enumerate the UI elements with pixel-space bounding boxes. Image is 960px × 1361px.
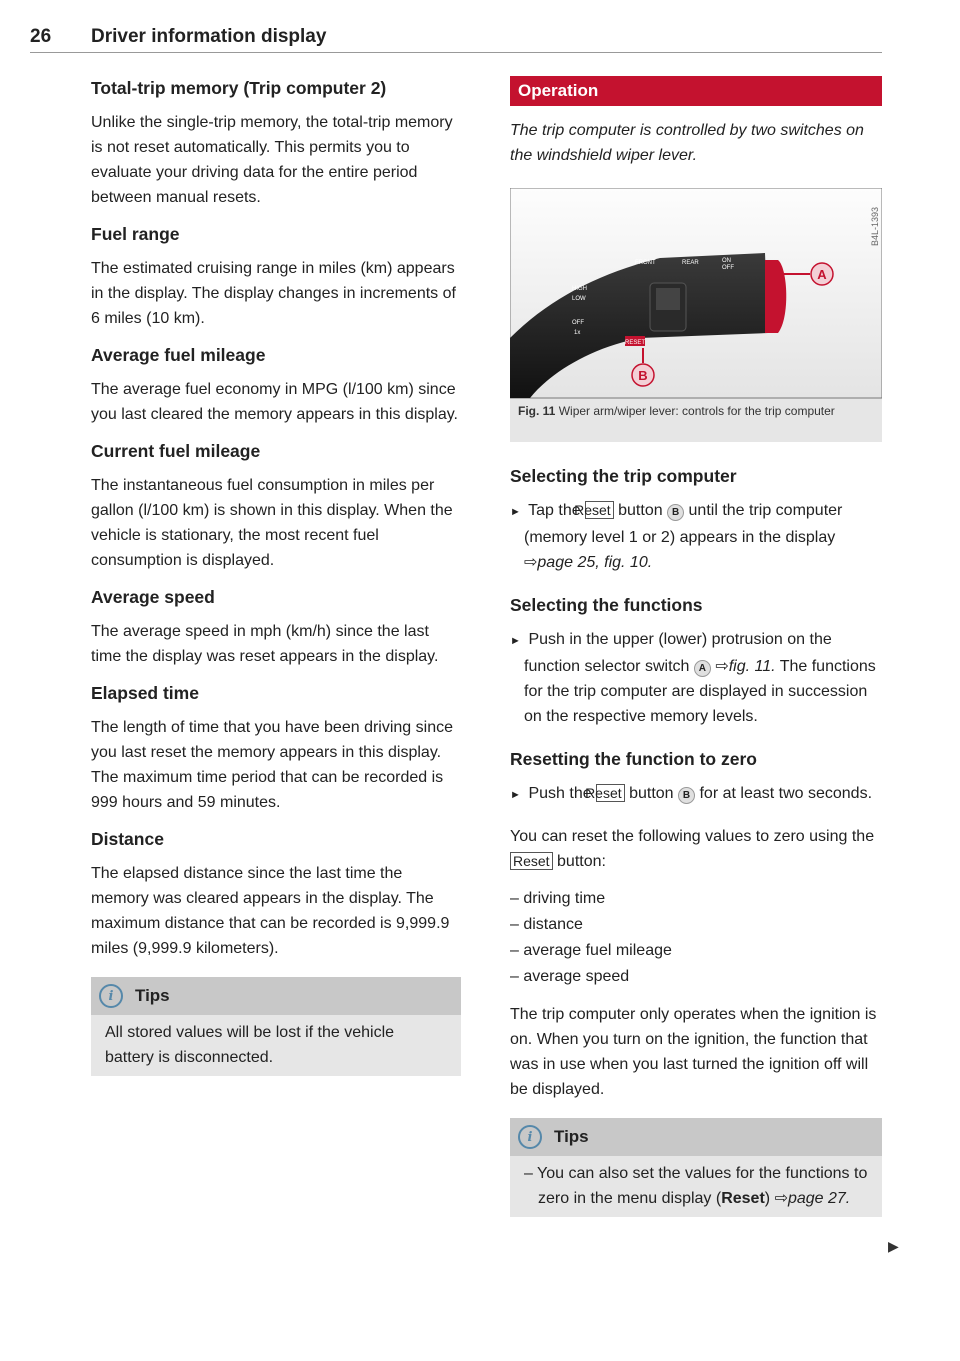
lever-label-1x: 1x (574, 330, 581, 336)
section-text: The elapsed distance since the last time the memory was cleared appears in the display. The maximum distance that can be recorded is 9,999.9 miles (9,999.9 kilometers). (91, 865, 450, 957)
step-bullet-icon: ► (510, 635, 521, 647)
list-item: – average speed (510, 968, 630, 985)
tips-text: All stored values will be lost if the vehicle battery is disconnected. (105, 1024, 395, 1066)
callout-a-icon: A (694, 660, 711, 677)
text: ) (764, 1190, 771, 1207)
section-heading: Average speed (91, 587, 215, 607)
lever-label-off2: OFF (572, 320, 584, 326)
info-icon: i (518, 1125, 542, 1149)
list-item: – driving time (510, 890, 606, 907)
page-ref-link[interactable]: ⇨page 27. (774, 1190, 851, 1207)
list-item: – average fuel mileage (510, 942, 672, 959)
step-text: until the trip computer (memory level 1 or 2) appears in the display (524, 502, 843, 546)
list-item: – distance (510, 916, 583, 933)
section-fuel-range (91, 222, 461, 331)
section-text: The estimated cruising range in miles (km) appears in the display. The display changes in increments of 6 miles (10 km). (91, 260, 456, 327)
section-heading: Distance (91, 829, 164, 849)
step-text: for at least two seconds. (699, 785, 873, 802)
text: button: (557, 853, 606, 870)
continue-arrow-icon: ▶ (888, 1238, 899, 1254)
callout-b-icon: B (678, 787, 695, 804)
selecting-trip-heading: Selecting the trip computer (510, 466, 737, 486)
ignition-text: The trip computer only operates when the ignition is on. When you turn on the ignition, the function that was in use when you last turned the ignition off will be displayed. (510, 1006, 877, 1098)
reset-key: Reset (510, 852, 553, 870)
step-selecting-functions (510, 627, 882, 729)
step-text: Push in the upper (lower) protrusion on the function selector switch (524, 631, 832, 675)
step-bullet-icon: ► (510, 506, 521, 518)
reset-values-text (510, 824, 882, 874)
section-distance (91, 827, 461, 961)
reset-key: Reset (596, 784, 625, 802)
callout-a: A (817, 267, 827, 282)
section-current-fuel (91, 439, 461, 573)
fig-ref-link[interactable]: ⇨fig. 11. (715, 658, 776, 675)
step-selecting-trip (510, 498, 882, 575)
right-column (510, 76, 882, 1217)
section-text: The average fuel economy in MPG (l/100 km) since you last cleared the memory appears in this display. (91, 381, 458, 423)
callout-b: B (638, 368, 648, 383)
section-avg-fuel (91, 343, 461, 427)
section-heading: Total-trip memory (Trip computer 2) (91, 78, 387, 98)
figure-11 (510, 188, 882, 442)
section-text: The length of time that you have been driving since you last reset the memory appears in this display. The maximum time period that can be recorded is 999 hours and 59 minutes. (91, 719, 453, 811)
tips-header (91, 977, 461, 1015)
caption-label: Fig. 11 (518, 404, 556, 418)
intro-text: The trip computer is controlled by two switches on the windshield wiper lever. (510, 122, 864, 164)
lever-label-reset: RESET (625, 340, 646, 346)
step-text: button (618, 502, 663, 519)
section-heading: Fuel range (91, 224, 180, 244)
step-text: The functions for the trip computer are displayed in succession on the respective memory levels. (524, 658, 876, 725)
text: You can reset the following values to zero using the (510, 828, 875, 845)
operation-title: Operation (510, 76, 882, 106)
lever-label-rear: REAR (682, 260, 699, 266)
tips-label: Tips (135, 986, 170, 1005)
section-heading: Average fuel mileage (91, 345, 266, 365)
reset-key: Reset (585, 501, 614, 519)
step-text: button (629, 785, 674, 802)
caption-text: Wiper arm/wiper lever: controls for the trip computer (558, 404, 835, 418)
reset-values-list (510, 886, 882, 990)
section-text: The average speed in mph (km/h) since the last time the display was reset appears in the display. (91, 623, 439, 665)
left-column (91, 76, 461, 1076)
tips-text (510, 1156, 882, 1217)
resetting-heading: Resetting the function to zero (510, 749, 757, 769)
text: Reset (721, 1190, 765, 1207)
text: – You can also set the values for the functions to zero in the menu display ( (524, 1165, 868, 1207)
section-elapsed-time (91, 681, 461, 815)
step-bullet-icon: ► (510, 789, 521, 801)
callout-b-icon: B (667, 504, 684, 521)
tips-header (510, 1118, 882, 1156)
lever-label-off: OFF (722, 265, 734, 271)
lever-label-on: ON (722, 258, 731, 264)
section-avg-speed (91, 585, 461, 669)
tips-box (91, 977, 461, 1076)
step-text: Push the (528, 785, 592, 802)
tips-label: Tips (554, 1127, 589, 1146)
page-number: 26 (30, 26, 52, 47)
page-ref-link[interactable]: ⇨page 25, fig. 10. (524, 554, 653, 571)
figure-code: B4L-1393 (870, 206, 880, 246)
page-header (30, 26, 882, 53)
section-text: Unlike the single-trip memory, the total-trip memory is not reset automatically. This permits you to evaluate your driving data for the entire period between manual resets. (91, 114, 453, 206)
lever-label-low: LOW (572, 296, 586, 302)
info-icon: i (99, 984, 123, 1008)
section-heading: Current fuel mileage (91, 441, 261, 461)
lever-label-high: HIGH (572, 286, 587, 292)
step-resetting (510, 781, 882, 808)
section-text: The instantaneous fuel consumption in miles per gallon (l/100 km) is shown in this display. When the vehicle is stationary, the most recent fuel consumption is displayed. (91, 477, 453, 569)
tips-box-right (510, 1118, 882, 1217)
figure-caption (518, 402, 868, 421)
section-heading: Elapsed time (91, 683, 199, 703)
header-title: Driver information display (91, 26, 327, 47)
lever-label-front: FRONT (635, 260, 656, 266)
selecting-functions-heading: Selecting the functions (510, 595, 703, 615)
step-text: Tap the (528, 502, 581, 519)
section-total-trip (91, 76, 461, 210)
